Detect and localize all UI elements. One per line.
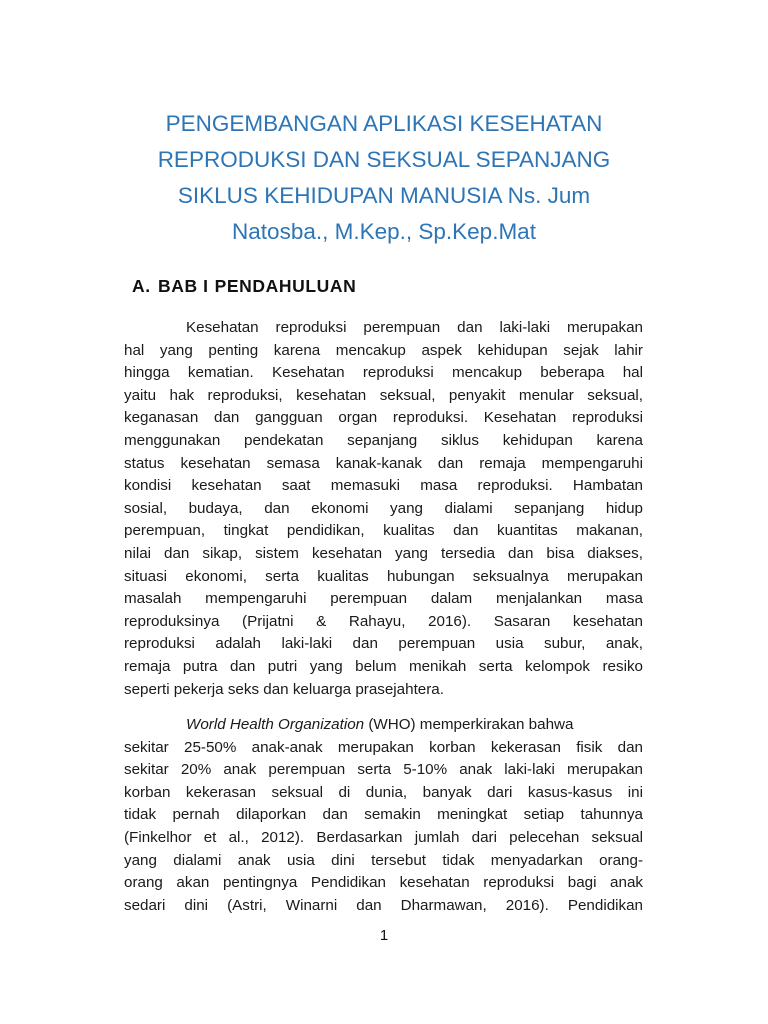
paragraph-line: hal yang penting karena mencakup aspek kehidupan sejak lahir (124, 341, 643, 359)
section-chapter-label: BAB I (158, 276, 209, 296)
paragraph-line: tidak pernah dilaporkan dan semakin meningkat setiap tahunnya (124, 806, 643, 824)
title-line: Natosba., M.Kep., Sp.Kep.Mat (232, 219, 536, 244)
paragraph-line: sedari dini (Astri, Winarni dan Dharmawan, 2016). Pendidikan (124, 896, 643, 914)
paragraph-line: status kesehatan semasa kanak-kanak dan remaja mempengaruhi (124, 454, 643, 472)
paragraph-line: menggunakan pendekatan sepanjang siklus kehidupan karena (124, 431, 643, 449)
paragraph-line-rest: (WHO) memperkirakan bahwa (364, 716, 574, 733)
paragraph-line: sekitar 20% anak perempuan serta 5-10% anak laki-laki merupakan (124, 761, 643, 779)
page-number: 1 (379, 927, 389, 944)
paragraph-line: nilai dan sikap, sistem kesehatan yang tersedia dan bisa diakses, (124, 544, 643, 562)
paragraph-line (124, 714, 643, 737)
paragraph-line: (Finkelhor et al., 2012). Berdasarkan jumlah dari pelecehan seksual (124, 828, 643, 846)
paragraph-introduction (124, 317, 643, 701)
paragraph-line: reproduksinya (Prijatni & Rahayu, 2016). Sasaran kesehatan (124, 612, 643, 630)
paragraph-line: hingga kematian. Kesehatan reproduksi mencakup beberapa hal (124, 364, 643, 382)
paragraph-line: korban kekerasan seksual di dunia, banyak dari kasus-kasus ini (124, 783, 643, 801)
section-heading (132, 276, 356, 297)
italic-organization-name: World Health Organization (186, 716, 365, 733)
paragraph-line: masalah mempengaruhi perempuan dalam menjalankan masa (124, 590, 643, 608)
paragraph-line: reproduksi adalah laki-laki dan perempuan usia subur, anak, (124, 635, 643, 653)
document-title (120, 106, 648, 250)
title-line: PENGEMBANGAN APLIKASI KESEHATAN (165, 111, 603, 136)
paragraph-line: sosial, budaya, dan ekonomi yang dialami sepanjang hidup (124, 499, 643, 517)
paragraph-line: remaja putra dan putri yang belum menikah serta kelompok resiko (124, 657, 643, 675)
paragraph-who (124, 714, 643, 917)
paragraph-line: orang akan pentingnya Pendidikan kesehatan reproduksi bagi anak (124, 874, 643, 892)
paragraph-line: situasi ekonomi, serta kualitas hubungan seksualnya merupakan (124, 567, 643, 585)
paragraph-line: sekitar 25-50% anak-anak merupakan korban kekerasan fisik dan (124, 738, 643, 756)
paragraph-line: kondisi kesehatan saat memasuki masa reproduksi. Hambatan (124, 477, 643, 495)
paragraph-line: seperti pekerja seks dan keluarga prasejahtera. (124, 680, 444, 698)
paragraph-line: yaitu hak reproduksi, kesehatan seksual, penyakit menular seksual, (124, 386, 643, 404)
title-line: REPRODUKSI DAN SEKSUAL SEPANJANG (157, 147, 611, 172)
section-title: PENDAHULUAN (214, 276, 357, 296)
paragraph-line: Kesehatan reproduksi perempuan dan laki-laki merupakan (186, 319, 643, 336)
paragraph-line: perempuan, tingkat pendidikan, kualitas dan kuantitas makanan, (124, 522, 643, 540)
title-line: SIKLUS KEHIDUPAN MANUSIA Ns. Jum (177, 183, 591, 208)
paragraph-line: yang dialami anak usia dini tersebut tidak menyadarkan orang- (124, 851, 643, 869)
section-marker: A. (132, 276, 151, 296)
paragraph-line: keganasan dan gangguan organ reproduksi. Kesehatan reproduksi (124, 409, 643, 427)
